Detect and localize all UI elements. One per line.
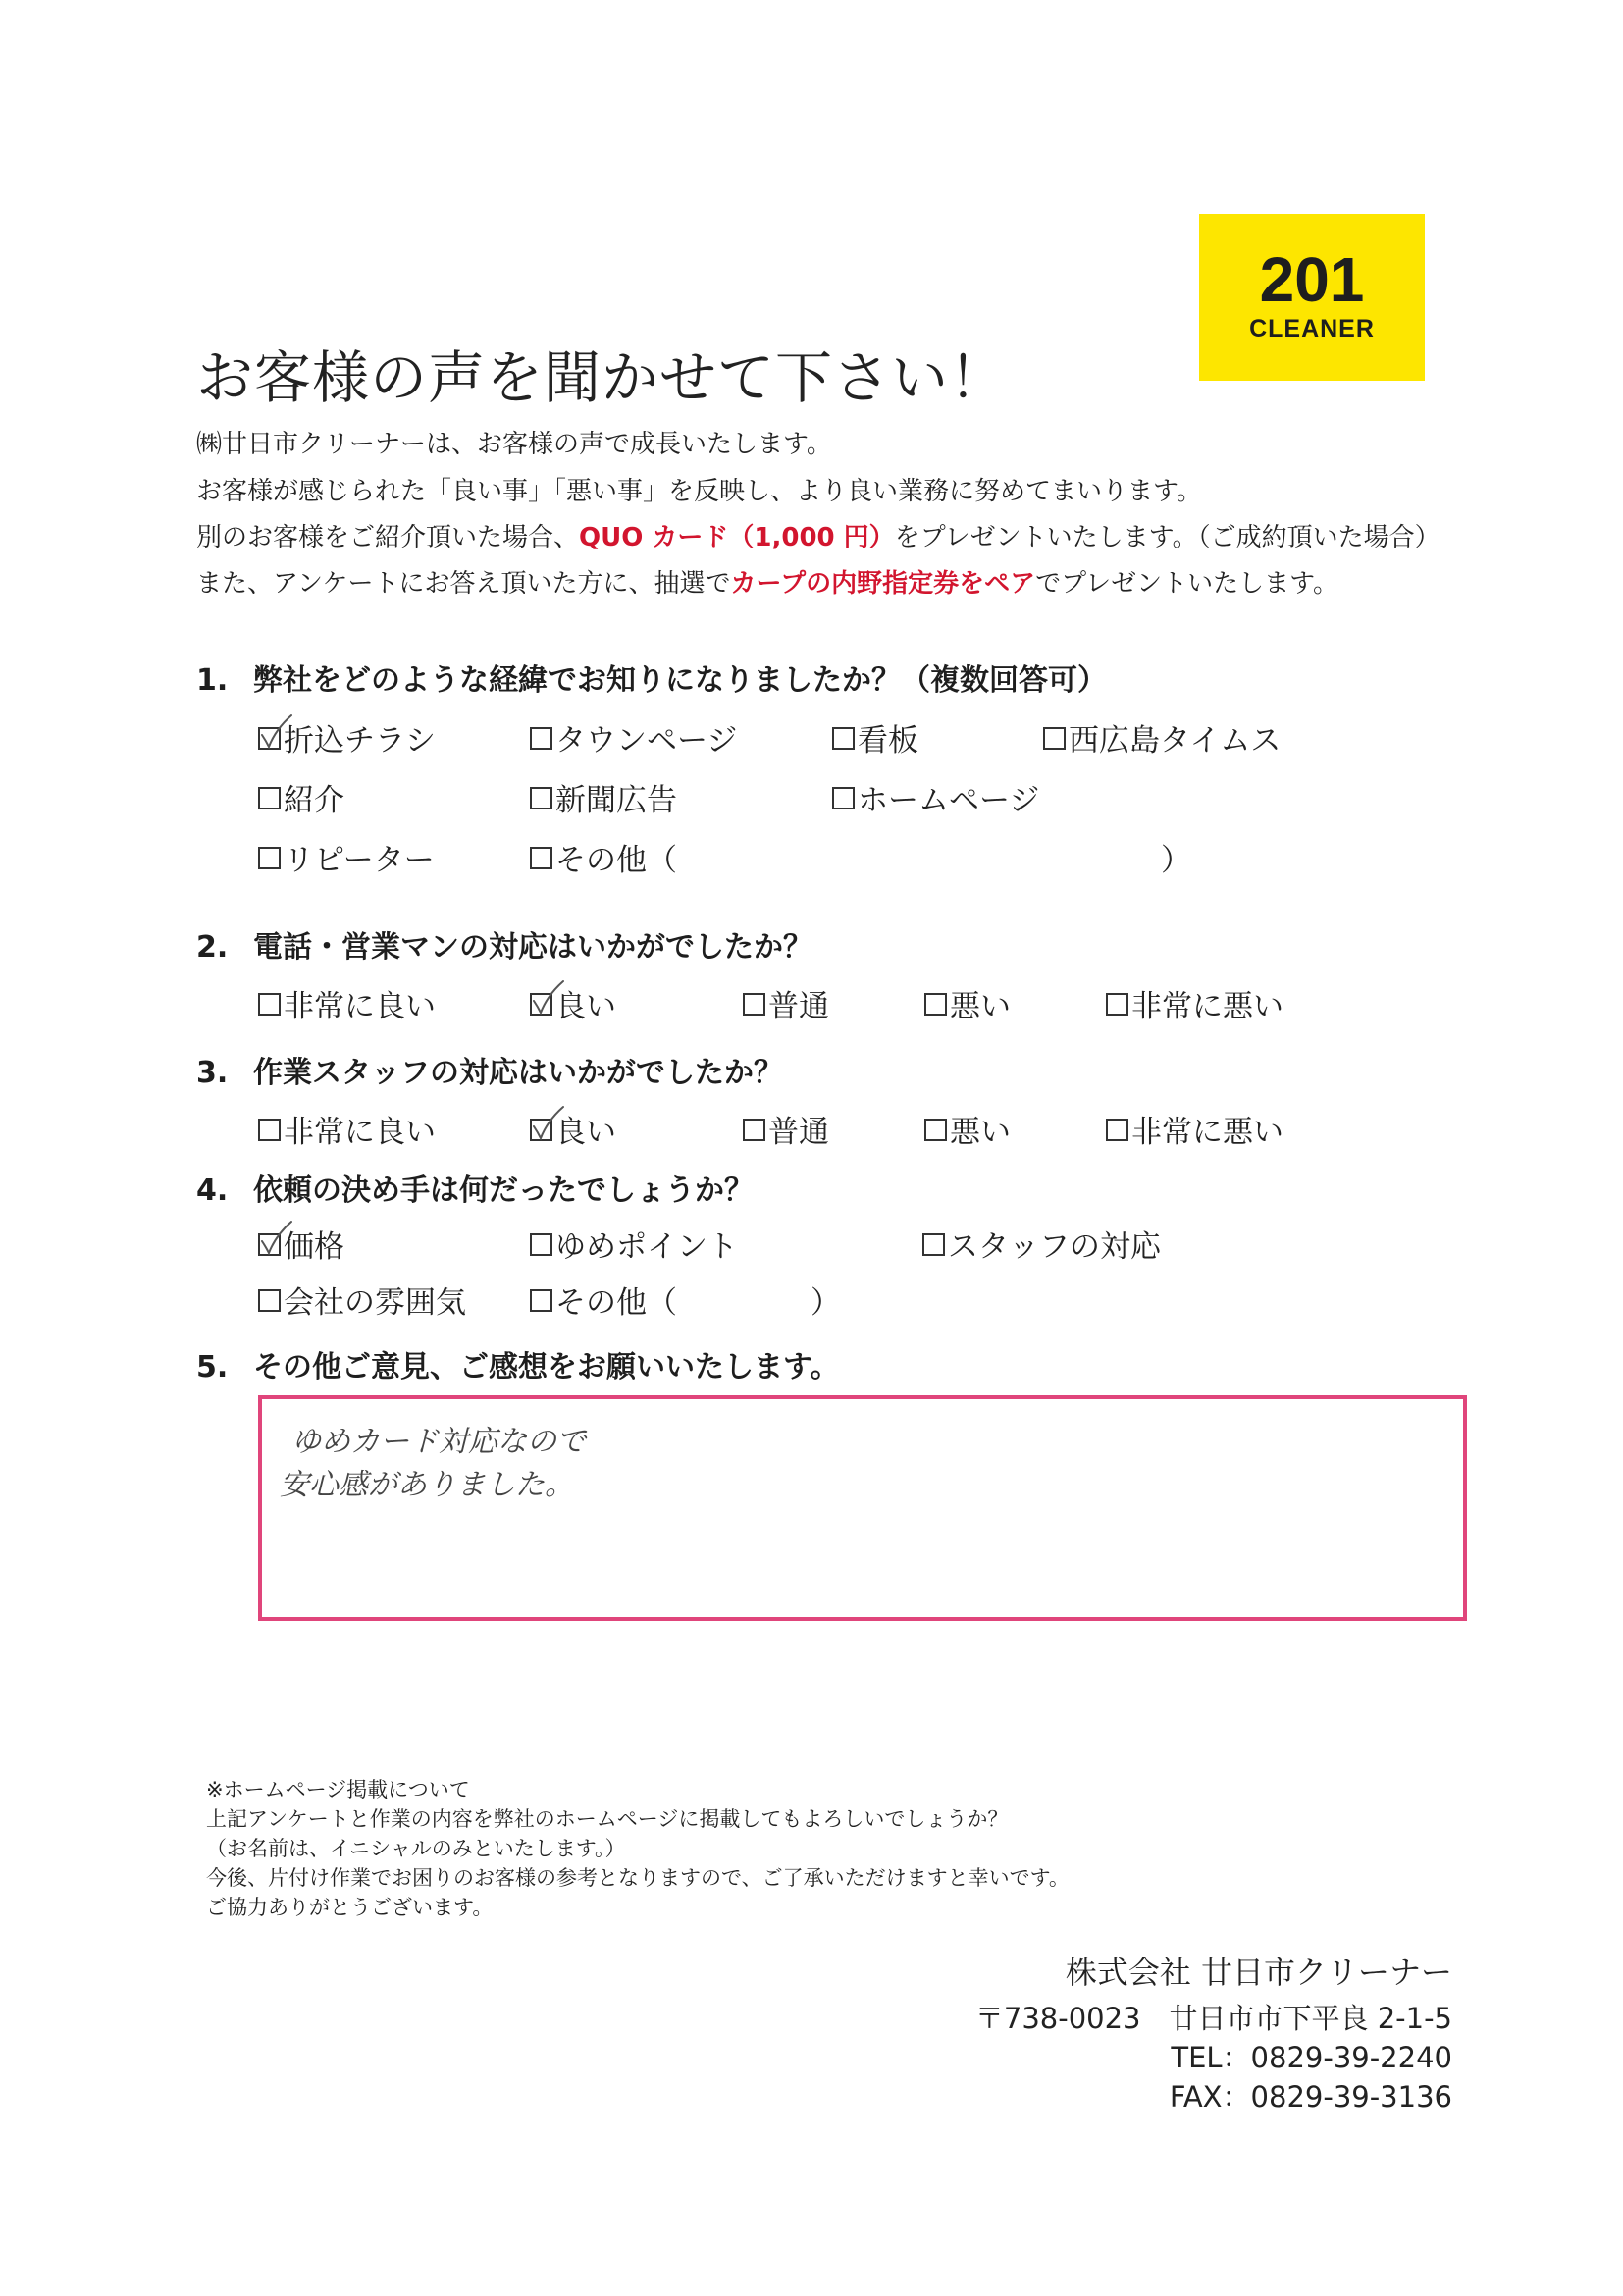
option-label: 紹介: [284, 783, 344, 818]
company-name: 株式会社 廿日市クリーナー: [1065, 1954, 1452, 1991]
q1-option-other[interactable]: [530, 835, 677, 879]
question-4-text: 依頼の決め手は何だったでしょうか？: [253, 1174, 754, 1208]
q1-option-nishihiroshima-times[interactable]: [1043, 715, 1281, 759]
option-label: 非常に良い: [284, 1115, 436, 1150]
carp-ticket-highlight: カープの内野指定券をペア: [730, 569, 1036, 599]
q2-option-very-good[interactable]: [258, 981, 436, 1025]
q1-other-close: ）: [1161, 843, 1191, 878]
checkbox[interactable]: [258, 993, 281, 1016]
checkbox[interactable]: [530, 1289, 552, 1312]
option-label: 非常に良い: [284, 989, 436, 1024]
option-label: リピーター: [284, 843, 435, 878]
intro-line-3-start: 別のお客様をご紹介頂いた場合、: [196, 523, 580, 552]
question-2-number: 2.: [196, 930, 229, 965]
checkbox[interactable]: [258, 727, 281, 750]
option-label: ホームページ: [858, 783, 1040, 818]
q1-option-newspaper-ad[interactable]: [530, 775, 677, 819]
q3-option-good[interactable]: [530, 1107, 616, 1151]
checkbox[interactable]: [530, 993, 552, 1016]
company-tel: TEL：0829-39-2240: [1171, 2041, 1452, 2074]
q4-option-price[interactable]: [258, 1222, 344, 1266]
option-label: その他（: [555, 843, 677, 878]
intro-line-3: [196, 517, 1440, 553]
intro-line-3-end: をプレゼントいたします。（ご成約頂いた場合）: [894, 523, 1440, 552]
intro-line-2: お客様が感じられた「良い事」「悪い事」を反映し、より良い業務に努めてまいります。: [196, 477, 1202, 506]
footnote-line-5: ご協力ありがとうございます。: [206, 1896, 494, 1919]
q1-option-repeater[interactable]: [258, 835, 435, 879]
question-2: [196, 922, 812, 965]
q2-option-very-bad[interactable]: [1106, 981, 1283, 1025]
checkbox[interactable]: [258, 847, 281, 869]
option-label: 非常に悪い: [1131, 989, 1283, 1024]
q4-option-other[interactable]: [530, 1278, 677, 1322]
option-label: その他（: [555, 1285, 677, 1321]
q4-option-atmosphere[interactable]: [258, 1278, 466, 1322]
question-4-number: 4.: [196, 1174, 229, 1208]
question-5: [196, 1342, 840, 1385]
checkbox[interactable]: [530, 787, 552, 809]
option-label: 会社の雰囲気: [284, 1285, 466, 1321]
checkbox[interactable]: [530, 1119, 552, 1141]
brand-logo: [1199, 214, 1425, 381]
company-address: 〒738-0023 廿日市市下平良 2-1-5: [974, 2002, 1452, 2035]
company-fax: FAX：0829-39-3136: [1169, 2080, 1452, 2113]
question-3-number: 3.: [196, 1056, 229, 1090]
quo-card-highlight: QUO カード（1,000 円）: [579, 523, 895, 552]
q1-option-flyer[interactable]: [258, 715, 436, 759]
q3-option-very-bad[interactable]: [1106, 1107, 1283, 1151]
question-5-number: 5.: [196, 1350, 229, 1384]
checkbox[interactable]: [530, 847, 552, 869]
checkbox[interactable]: [743, 1119, 765, 1141]
option-label: スタッフの対応: [948, 1229, 1161, 1265]
checkmark-icon: [530, 1105, 569, 1144]
option-label: 良い: [555, 1115, 616, 1150]
checkmark-icon: [530, 979, 569, 1018]
footnote-line-4: 今後、片付け作業でお困りのお客様の参考となりますので、ご了承いただけますと幸いです。: [206, 1866, 1070, 1890]
q2-option-normal[interactable]: [743, 981, 829, 1025]
footnote-heading: ※ホームページ掲載について: [206, 1778, 470, 1801]
option-label: 悪い: [950, 989, 1011, 1024]
q2-option-bad[interactable]: [924, 981, 1011, 1025]
intro-line-4-end: でプレゼントいたします。: [1035, 569, 1339, 599]
option-label: 悪い: [950, 1115, 1011, 1150]
q1-option-townpage[interactable]: [530, 715, 737, 759]
q2-option-good[interactable]: [530, 981, 616, 1025]
checkbox[interactable]: [258, 1233, 281, 1256]
footnote-line-2: 上記アンケートと作業の内容を弊社のホームページに掲載してもよろしいでしょうか？: [206, 1807, 1009, 1831]
checkbox[interactable]: [530, 1233, 552, 1256]
option-label: 新聞広告: [555, 783, 677, 818]
q4-option-staff[interactable]: [922, 1222, 1161, 1266]
option-label: 良い: [555, 989, 616, 1024]
question-4: [196, 1166, 754, 1209]
intro-line-4-start: また、アンケートにお答え頂いた方に、抽選で: [196, 569, 731, 599]
q4-option-yume-point[interactable]: [530, 1222, 738, 1266]
checkbox[interactable]: [924, 1119, 947, 1141]
handwritten-comment-line-1: ゆめカード対応なので: [291, 1425, 586, 1459]
checkbox[interactable]: [258, 787, 281, 809]
footnote-line-3: （お名前は、イニシャルのみといたします。）: [206, 1837, 626, 1860]
intro-line-1: ㈱廿日市クリーナーは、お客様の声で成長いたします。: [196, 430, 832, 459]
checkbox[interactable]: [743, 993, 765, 1016]
intro-line-4: [196, 563, 1338, 600]
checkbox[interactable]: [832, 787, 855, 809]
checkbox[interactable]: [832, 727, 855, 750]
option-label: タウンページ: [555, 723, 738, 758]
checkbox[interactable]: [258, 1119, 281, 1141]
q3-option-bad[interactable]: [924, 1107, 1011, 1151]
option-label: 看板: [858, 723, 918, 758]
option-label: 非常に悪い: [1131, 1115, 1283, 1150]
checkbox[interactable]: [1106, 1119, 1128, 1141]
q1-option-homepage[interactable]: [832, 775, 1039, 819]
question-1: [196, 655, 1107, 699]
page-title: お客様の声を聞かせて下さい！: [196, 344, 1008, 411]
checkmark-icon: [258, 1220, 297, 1259]
option-label: 価格: [284, 1229, 344, 1265]
checkbox[interactable]: [1043, 727, 1066, 750]
question-1-text: 弊社をどのような経緯でお知りになりましたか？（複数回答可）: [253, 663, 1107, 698]
option-label: 西広島タイムス: [1069, 723, 1282, 758]
checkbox[interactable]: [922, 1233, 945, 1256]
comment-textarea[interactable]: [258, 1395, 1467, 1621]
question-3: [196, 1048, 783, 1091]
q1-option-signboard[interactable]: [832, 715, 918, 759]
checkbox[interactable]: [1106, 993, 1128, 1016]
question-2-text: 電話・営業マンの対応はいかがでしたか？: [253, 930, 812, 965]
q1-option-referral[interactable]: [258, 775, 344, 819]
logo-number: 201: [1259, 244, 1365, 315]
q4-other-close: ）: [811, 1285, 841, 1321]
q3-option-very-good[interactable]: [258, 1107, 436, 1151]
checkbox[interactable]: [258, 1289, 281, 1312]
option-label: ゆめポイント: [555, 1229, 738, 1265]
logo-word: CLEANER: [1249, 315, 1375, 342]
q3-option-normal[interactable]: [743, 1107, 829, 1151]
question-1-number: 1.: [196, 663, 229, 698]
question-5-text: その他ご意見、ご感想をお願いいたします。: [253, 1350, 840, 1384]
question-3-text: 作業スタッフの対応はいかがでしたか？: [253, 1056, 783, 1090]
checkmark-icon: [258, 713, 297, 753]
option-label: 普通: [768, 1115, 829, 1150]
option-label: 普通: [768, 989, 829, 1024]
checkbox[interactable]: [530, 727, 552, 750]
checkbox[interactable]: [924, 993, 947, 1016]
option-label: 折込チラシ: [284, 723, 436, 758]
handwritten-comment-line-2: 安心感がありました。: [280, 1468, 574, 1502]
